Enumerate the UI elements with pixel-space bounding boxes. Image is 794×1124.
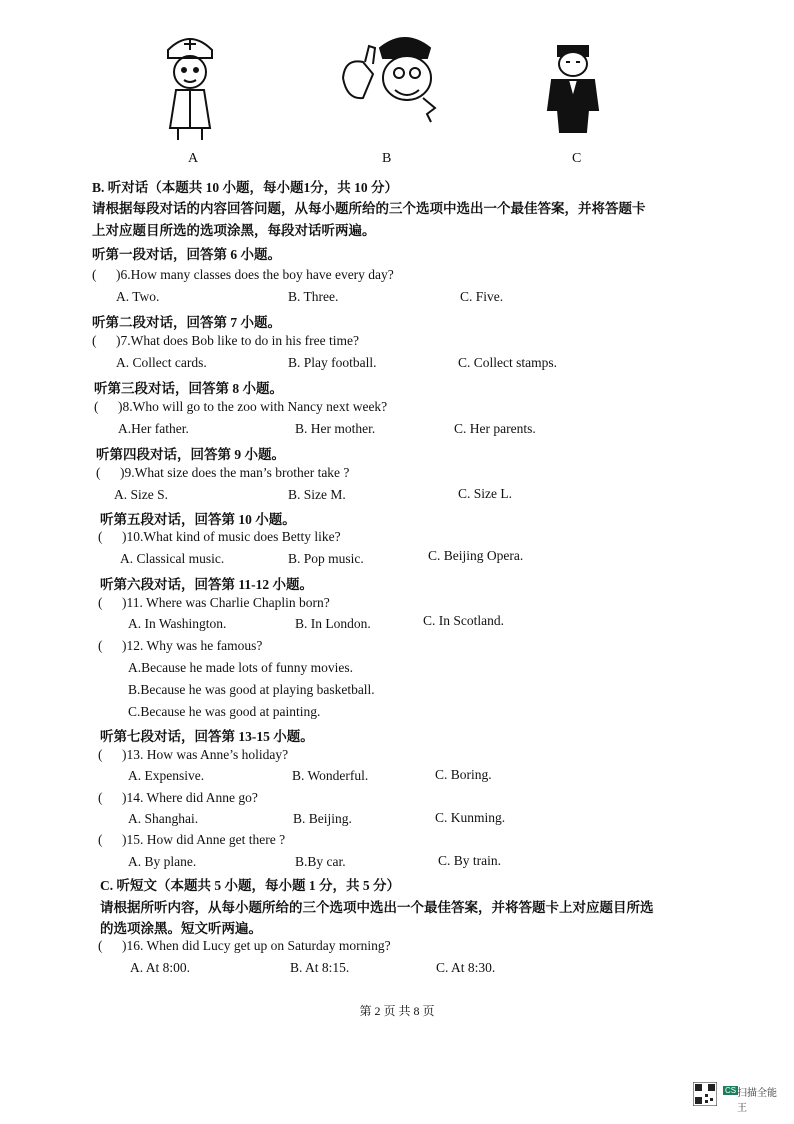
dialog-5-heading: 听第五段对话，回答第 10 小题。	[100, 512, 296, 527]
answer-blank[interactable]: (	[98, 638, 103, 653]
q10-option-b[interactable]: B. Pop music.	[288, 551, 364, 566]
section-b-instruction-2: 上对应题目所选的选项涂黑，每段对话听两遍。	[92, 223, 376, 238]
section-c-heading: C. 听短文（本题共 5 小题，每小题 1 分，共 5 分）	[100, 878, 400, 893]
question-9: ( )9.What size does the man’s brother take ?	[96, 465, 350, 480]
page-number: 第 2 页 共 8 页	[359, 1004, 435, 1018]
dialog-7-heading: 听第七段对话，回答第 13-15 小题。	[100, 729, 314, 744]
answer-blank[interactable]: (	[98, 938, 103, 953]
dialog-1-heading: 听第一段对话，回答第 6 小题。	[92, 247, 281, 262]
q13-option-c[interactable]: C. Boring.	[435, 767, 492, 782]
doctor-icon	[150, 28, 240, 148]
cartoon-thumbs-up-icon	[335, 18, 445, 128]
dialog-6-heading: 听第六段对话，回答第 11-12 小题。	[100, 577, 314, 592]
answer-blank[interactable]: (	[98, 747, 103, 762]
q16-option-c[interactable]: C. At 8:30.	[436, 960, 496, 975]
answer-blank[interactable]: (	[96, 465, 101, 480]
answer-blank[interactable]: (	[94, 399, 99, 414]
scanner-watermark	[693, 1080, 783, 1114]
q10-option-a[interactable]: A. Classical music.	[120, 551, 225, 566]
question-14: ( )14. Where did Anne go?	[98, 790, 258, 805]
q13-option-b[interactable]: B. Wonderful.	[292, 768, 369, 783]
question-13: ( )13. How was Anne’s holiday?	[98, 747, 289, 762]
q7-option-c[interactable]: C. Collect stamps.	[458, 355, 557, 370]
dialog-4-heading: 听第四段对话，回答第 9 小题。	[96, 447, 285, 462]
q12-option-a[interactable]: A.Because he made lots of funny movies.	[128, 660, 353, 675]
picture-b-cartoon	[335, 18, 445, 128]
q9-option-a[interactable]: A. Size S.	[114, 487, 168, 502]
q8-option-c[interactable]: C. Her parents.	[454, 421, 536, 436]
q6-option-c[interactable]: C. Five.	[460, 289, 504, 304]
q15-option-a[interactable]: A. By plane.	[128, 854, 197, 869]
dialog-2-heading: 听第二段对话，回答第 7 小题。	[92, 315, 281, 330]
q14-option-b[interactable]: B. Beijing.	[293, 811, 352, 826]
picture-b-label: B	[382, 151, 392, 166]
q6-option-a[interactable]: A. Two.	[116, 289, 160, 304]
q11-option-a[interactable]: A. In Washington.	[128, 616, 227, 631]
answer-blank[interactable]: (	[98, 832, 103, 847]
section-c-instruction-1: 请根据所听内容，从每小题所给的三个选项中选出一个最佳答案，并将答题卡上对应题目所选	[100, 900, 654, 915]
q10-option-c[interactable]: C. Beijing Opera.	[428, 548, 524, 563]
section-b-heading: B. 听对话（本题共 10 小题，每小题1分，共 10 分）	[92, 180, 399, 195]
q11-option-c[interactable]: C. In Scotland.	[423, 613, 504, 628]
q13-option-a[interactable]: A. Expensive.	[128, 768, 205, 783]
businessman-icon	[540, 40, 610, 140]
question-12: ( )12. Why was he famous?	[98, 638, 263, 653]
answer-blank[interactable]: (	[98, 595, 103, 610]
q7-option-b[interactable]: B. Play football.	[288, 355, 377, 370]
question-11: ( )11. Where was Charlie Chaplin born?	[98, 595, 330, 610]
cs-logo-icon: CS	[725, 1086, 737, 1095]
q11-option-b[interactable]: B. In London.	[295, 616, 371, 631]
watermark-text: 扫描全能王	[737, 1088, 777, 1114]
q8-option-a[interactable]: A.Her father.	[118, 421, 189, 436]
question-16: ( )16. When did Lucy get up on Saturday morning?	[98, 938, 391, 953]
qr-code-icon	[693, 1082, 717, 1106]
q16-option-b[interactable]: B. At 8:15.	[290, 960, 350, 975]
q6-option-b[interactable]: B. Three.	[288, 289, 339, 304]
q15-option-b[interactable]: B.By car.	[295, 854, 346, 869]
question-10: ( )10.What kind of music does Betty like?	[98, 529, 341, 544]
question-8: ( )8.Who will go to the zoo with Nancy next week?	[94, 399, 388, 414]
question-6: ( )6.How many classes does the boy have every day?	[92, 267, 394, 282]
q12-option-c[interactable]: C.Because he was good at painting.	[128, 704, 321, 719]
picture-a-label: A	[188, 151, 199, 166]
answer-blank[interactable]: (	[98, 529, 103, 544]
section-c-instruction-2: 的选项涂黑。短文听两遍。	[100, 921, 262, 936]
question-7: ( )7.What does Bob like to do in his free time?	[92, 333, 359, 348]
picture-c-label: C	[572, 151, 582, 166]
q9-option-b[interactable]: B. Size M.	[288, 487, 346, 502]
answer-blank[interactable]: (	[98, 790, 103, 805]
q7-option-a[interactable]: A. Collect cards.	[116, 355, 207, 370]
answer-blank[interactable]: (	[92, 267, 97, 282]
picture-c-businessman	[540, 40, 610, 140]
q16-option-a[interactable]: A. At 8:00.	[130, 960, 191, 975]
q8-option-b[interactable]: B. Her mother.	[295, 421, 376, 436]
dialog-3-heading: 听第三段对话，回答第 8 小题。	[94, 381, 283, 396]
picture-a-doctor	[150, 28, 240, 148]
question-15: ( )15. How did Anne get there ?	[98, 832, 286, 847]
q12-option-b[interactable]: B.Because he was good at playing basketball.	[128, 682, 375, 697]
q14-option-a[interactable]: A. Shanghai.	[128, 811, 199, 826]
q15-option-c[interactable]: C. By train.	[438, 853, 501, 868]
q14-option-c[interactable]: C. Kunming.	[435, 810, 506, 825]
section-b-instruction-1: 请根据每段对话的内容回答问题，从每小题所给的三个选项中选出一个最佳答案，并将答题卡	[92, 201, 646, 216]
q9-option-c[interactable]: C. Size L.	[458, 486, 512, 501]
answer-blank[interactable]: (	[92, 333, 97, 348]
